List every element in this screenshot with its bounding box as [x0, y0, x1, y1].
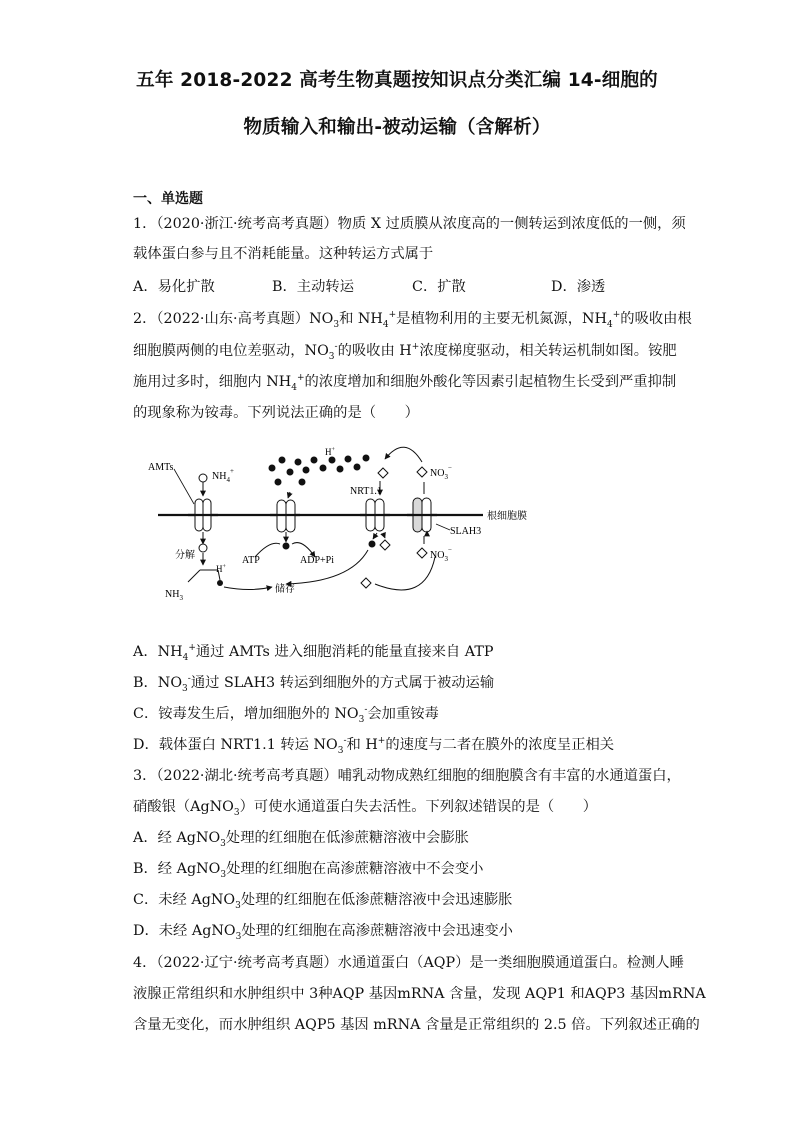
q4-stem-line2: 液腺正常组织和水肿组织中 3种AQP 基因mRNA 含量，发现 AQP1 和AQP3 基因mRNA	[133, 986, 706, 1002]
paper-title-line2: 物质输入和输出-被动运输（含解析）	[243, 117, 551, 138]
amts-channel	[188, 499, 218, 531]
q2-stem-line1: 2．（2022·山东·高考真题）$NO_3$和 $NH_4^+$是植物利用的主要无机氮源，$NH_4^+$的吸收由根	[133, 310, 692, 330]
nrt-no3-diamond-top	[378, 468, 388, 478]
store-label: 储存	[275, 584, 295, 595]
q3-option-a: A．经 AgNO$_3$处理的红细胞在低渗蔗糖溶液中会膨胀	[133, 830, 469, 849]
h-ion-pumped	[283, 543, 290, 550]
q3-option-c: C．未经 AgNO$_3$处理的红细胞在低渗蔗糖溶液中会迅速膨胀	[133, 892, 513, 911]
q3-stem-line2: 硝酸银（AgNO$_3$）可使水通道蛋白失去活性。下列叙述错误的是（ ）	[133, 799, 598, 818]
h-pump	[270, 500, 300, 532]
q1-stem-line2: 载体蛋白参与且不消耗能量。这种转运方式属于	[133, 246, 434, 262]
no3-in-label: $NO_3^-$	[430, 546, 452, 563]
paper-title-line1: 五年 2018-2022 高考生物真题按知识点分类汇编 14-细胞的	[136, 70, 658, 91]
q2-stem-line3: 施用过多时，细胞内 $NH_4^+$的浓度增加和细胞外酸化等因素引起植物生长受到严重抑制	[133, 373, 677, 393]
q2-option-c: C．铵毒发生后，增加细胞外的 $NO_3^-$会加重铵毒	[133, 705, 439, 725]
transport-mechanism-figure	[140, 432, 540, 610]
q2-option-b: B．$NO_3^-$通过 SLAH3 转运到细胞外的方式属于被动运输	[133, 674, 495, 694]
h-outside-label: H+	[325, 447, 335, 457]
no3-out-label: $NO_3^-$	[430, 464, 452, 481]
q2-stem-line2: 细胞膜两侧的电位差驱动，$NO_3^-$的吸收由 H+浓度梯度驱动，相关转运机制如图。铵肥	[133, 342, 677, 362]
q1-option-b: B．主动转运	[272, 279, 354, 295]
q1-option-c: C．扩散	[412, 279, 466, 295]
q1-option-a: A．易化扩散	[133, 279, 215, 295]
amts-label: AMTs	[148, 462, 174, 473]
q2-option-d: D．载体蛋白 NRT1.1 转运 $NO_3^-$和 H+的速度与二者在膜外的浓度呈正相关	[133, 736, 615, 756]
slah3-no3-diamond-out	[417, 467, 427, 477]
decompose-label: 分解	[175, 550, 195, 561]
slah3-channel	[407, 498, 437, 532]
q4-stem-line1: 4．（2022·辽宁·统考高考真题）水通道蛋白（AQP）是一类细胞膜通道蛋白。检测人睡	[133, 955, 684, 971]
q4-stem-line3: 含量无变化，而水肿组织 AQP5 基因 mRNA 含量是正常组织的 2.5 倍。下列叙述正确的	[133, 1017, 700, 1033]
atp-label: ATP	[242, 555, 260, 566]
nrt-transporter	[360, 499, 390, 531]
nrt-label: NRT1.1	[350, 486, 382, 497]
q1-stem-line1: 1．（2020·浙江·统考高考真题）物质 X 过质膜从浓度高的一侧转运到浓度低的一侧，须	[133, 216, 686, 232]
q2-option-a: A．$NH_4^+$通过 AMTs 进入细胞消耗的能量直接来自 ATP	[133, 643, 494, 663]
q1-option-d: D．渗透	[551, 279, 606, 295]
membrane-label: 根细胞膜	[487, 511, 527, 522]
q3-option-b: B．经 AgNO$_3$处理的红细胞在高渗蔗糖溶液中不会变小	[133, 861, 484, 880]
no3-diamond-lower	[361, 578, 371, 588]
section-heading: 一、单选题	[133, 191, 203, 207]
h-ion-cluster	[269, 455, 370, 486]
h-ion-inside	[217, 580, 223, 586]
q2-stem-line4: 的现象称为铵毒。下列说法正确的是（ ）	[133, 405, 419, 421]
slah3-label: SLAH3	[450, 526, 482, 537]
nh4-label: $NH_4^+$	[212, 467, 234, 484]
q3-stem-line1: 3．（2022·湖北·统考高考真题）哺乳动物成熟红细胞的细胞膜含有丰富的水通道蛋白，	[133, 768, 681, 784]
nh4-molecule-in	[199, 544, 207, 552]
nrt-no3-diamond-in	[380, 540, 390, 550]
h-inside-label: H+	[216, 564, 226, 574]
slah3-no3-diamond-in	[417, 548, 427, 558]
adp-label: ADP+Pi	[300, 555, 334, 566]
nrt-h-in	[369, 541, 376, 548]
nh4-molecule-out	[199, 474, 207, 482]
q3-option-d: D．未经 AgNO$_3$处理的红细胞在高渗蔗糖溶液中会迅速变小	[133, 923, 513, 942]
nh3-label: $NH_3$	[165, 589, 183, 602]
